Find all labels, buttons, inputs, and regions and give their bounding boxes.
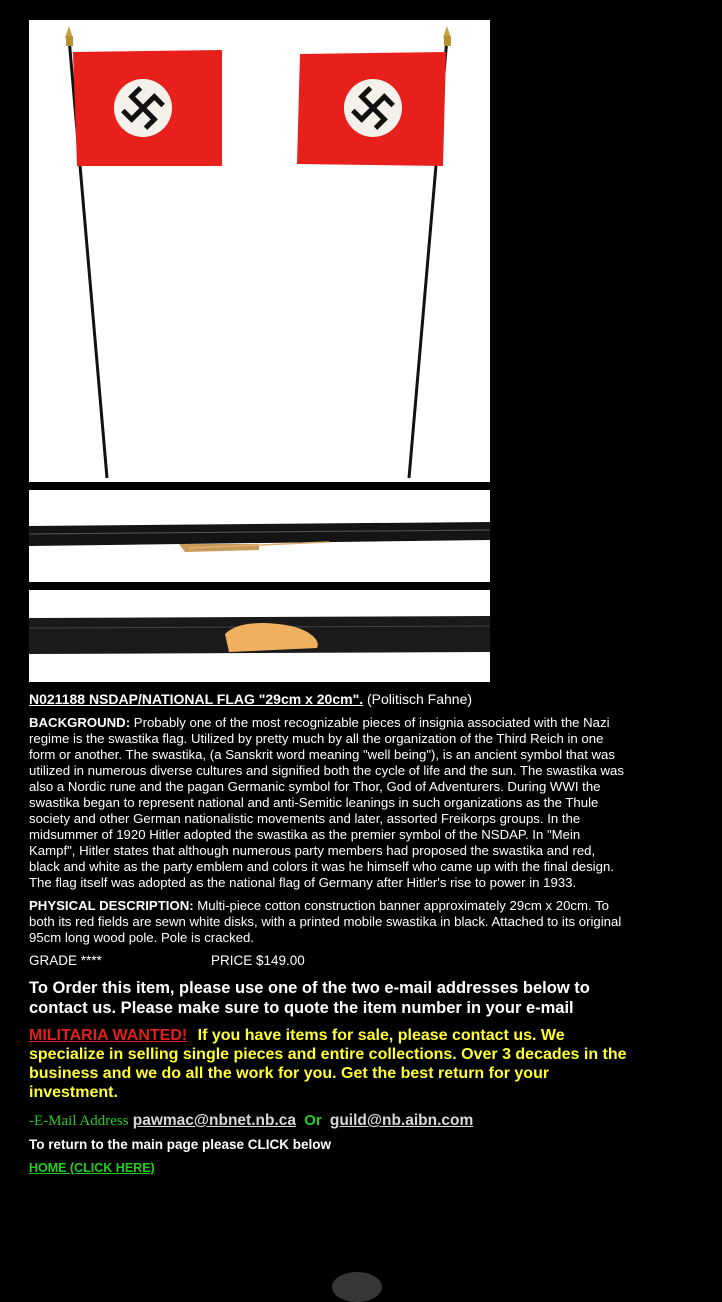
grade-price-row xyxy=(29,953,629,969)
physical-text: Multi-piece cotton construction banner approximately 29cm x 20cm. To both its red fields are sewn white disks, with a printed mobile swastika in black. Attached to its original 95cm long wood pole. Pole is cracked. xyxy=(29,898,622,945)
email-link-pawmac[interactable]: pawmac@nbnet.nb.ca xyxy=(132,1112,297,1129)
email-or: Or xyxy=(304,1112,322,1129)
background-label: BACKGROUND: xyxy=(29,715,131,730)
price-value: PRICE $149.00 xyxy=(211,953,305,968)
militaria-wanted-notice xyxy=(29,1026,629,1102)
militaria-wanted-link[interactable]: MILITARIA WANTED! xyxy=(29,1027,188,1044)
item-title-line xyxy=(29,691,629,708)
email-row xyxy=(29,1111,629,1131)
background-paragraph xyxy=(29,715,629,891)
item-subtitle: (Politisch Fahne) xyxy=(367,691,473,707)
home-link[interactable]: HOME (CLICK HERE) xyxy=(29,1161,155,1175)
flag-pair-photo xyxy=(29,20,490,482)
pole-wear-detail-photo xyxy=(29,590,490,682)
return-instructions: To return to the main page please CLICK below xyxy=(29,1137,332,1152)
physical-label: PHYSICAL DESCRIPTION: xyxy=(29,898,194,913)
email-label: -E-Mail Address xyxy=(29,1113,129,1129)
listing-content xyxy=(29,20,629,1177)
email-link-guild[interactable]: guild@nb.aibn.com xyxy=(329,1112,474,1129)
pole-crack-detail-photo xyxy=(29,490,490,582)
order-instructions: To Order this item, please use one of the two e-mail addresses below to contact us. Please make sure to quote the item number in your e-mail xyxy=(29,979,590,1017)
background-text: Probably one of the most recognizable pieces of insignia associated with the Nazi regime is the swastika flag. Utilized by pretty much by all the organization of the Third Reich in one form or another. The swastika, (a Sanskrit word meaning "well being"), is an ancient symbol that was utilized in numerous diverse cultures and signified both the cycle of life and the sun. The swastika was also a Nordic rune and the pagan Germanic symbol for Thor, God of Adventurers. During WWI the swastika began to represent national and anti-Semitic leanings in such organizations as the Thule society and other German nationalistic movements and later, assorted Freikorps groups. In the midsummer of 1920 Hitler adopted the swastika as the premier symbol of the NSDAP. In "Mein Kampf", Hitler states that although numerous party members had proposed the swastika and red, black and white as the party emblem and colors it was he himself who came up with the final design. The flag itself was adopted as the national flag of Germany after Hitler's rise to power in 1933. xyxy=(29,715,624,890)
wanted-text: If you have items for sale, please contact us. We specialize in selling single pieces and entire collections. Over 3 decades in the business and we do all the work for you. Get the best return for your investment. xyxy=(29,1027,627,1101)
grade-value: GRADE **** xyxy=(29,953,102,968)
scroll-to-top-icon[interactable] xyxy=(332,1272,382,1302)
physical-description-paragraph xyxy=(29,898,629,946)
item-title: N021188 NSDAP/NATIONAL FLAG "29cm x 20cm". xyxy=(29,691,364,707)
